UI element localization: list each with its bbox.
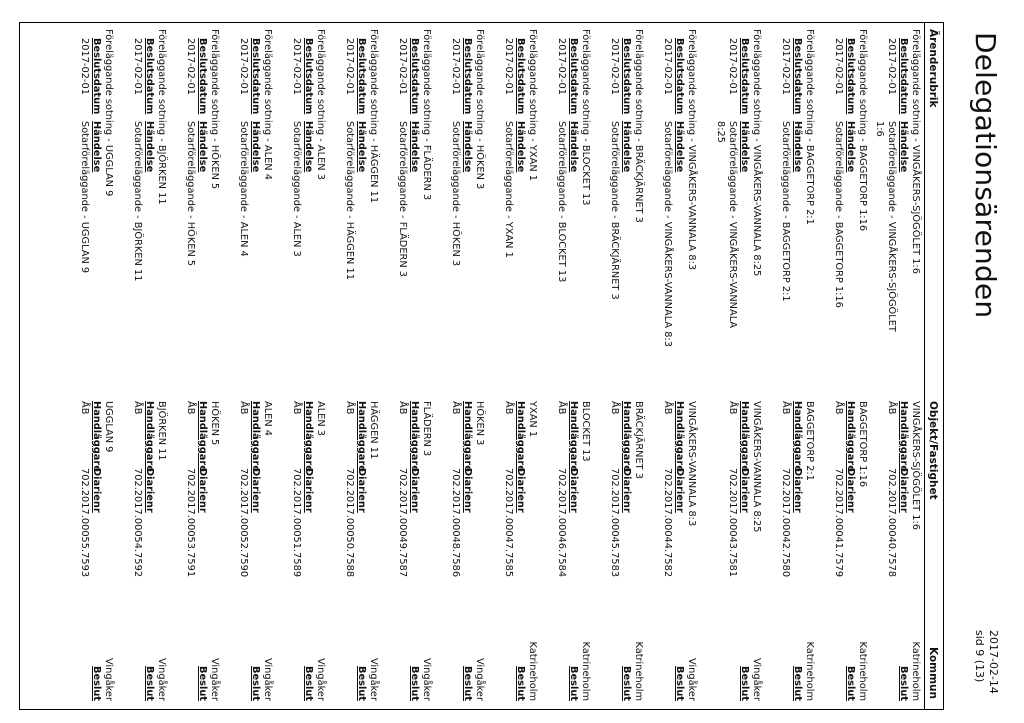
label-handlaggare: Handläggare (462, 401, 473, 472)
label-handelse: Händelse (568, 121, 579, 173)
label-handlaggare: Handläggare (356, 401, 367, 472)
entry-datum: 2017-02-01 (503, 38, 514, 95)
entry-handlaggare: ÅB (727, 401, 738, 415)
label-diarienr: Diarienr (792, 468, 803, 513)
label-handlaggare: Handläggare (144, 401, 155, 472)
label-beslut: Beslut (568, 666, 579, 701)
entry-diarienr: 702.2017.00055.7593 (79, 468, 90, 578)
entry-handelse: Sotarföreläggande - BAGGETORP 1:16 (833, 121, 844, 308)
entry-diarienr: 702.2017.00046.7584 (556, 468, 567, 578)
entry-objekt: VINGÅKERS-SJÖGÖLET 1:6 (910, 401, 921, 531)
label-beslutsdatum: Beslutsdatum (409, 38, 420, 115)
entry-objekt: BLOCKET 13 (580, 401, 591, 462)
column-header-arenderubrik: Ärenderubrik (927, 29, 939, 108)
label-handlaggare: Handläggare (845, 401, 856, 472)
label-diarienr: Diarienr (674, 468, 685, 513)
label-handlaggare: Handläggare (250, 401, 261, 472)
list-item (646, 23, 697, 709)
entry-objekt: BAGGETORP 1:16 (857, 401, 868, 488)
entry-handelse: Sotarföreläggande - ALEN 4 (238, 121, 249, 257)
label-beslut: Beslut (515, 666, 526, 701)
label-beslutsdatum: Beslutsdatum (739, 38, 750, 115)
entry-datum: 2017-02-01 (662, 38, 673, 95)
entry-handelse-cont: 8:25 (715, 121, 726, 143)
entry-diarienr: 702.2017.00043.7581 (727, 468, 738, 578)
entry-handelse: Sotarföreläggande - VINGÅKERS-VANNALA (727, 121, 738, 329)
label-handlaggare: Handläggare (621, 401, 632, 472)
label-beslut: Beslut (739, 666, 750, 701)
entry-kommun: Vingåker (156, 657, 167, 701)
list-item (275, 23, 326, 709)
label-handlaggare: Handläggare (898, 401, 909, 472)
entry-diarienr: 702.2017.00048.7586 (450, 468, 461, 578)
entry-handlaggare: ÅB (132, 401, 143, 415)
entry-kommun: Vingåker (103, 657, 114, 701)
entry-handlaggare: ÅB (833, 401, 844, 415)
entry-handlaggare: ÅB (662, 401, 673, 415)
label-beslutsdatum: Beslutsdatum (462, 38, 473, 115)
entry-kommun: Katrineholm (804, 641, 815, 701)
entry-datum: 2017-02-01 (609, 38, 620, 95)
label-diarienr: Diarienr (91, 468, 102, 513)
entry-diarienr: 702.2017.00045.7583 (609, 468, 620, 578)
entry-handelse: Sotarföreläggande - FLÄDERN 3 (397, 121, 408, 277)
label-diarienr: Diarienr (250, 468, 261, 513)
report-date: 2017-02-14 (987, 630, 1000, 694)
list-item (434, 23, 485, 709)
label-handlaggare: Handläggare (197, 401, 208, 472)
label-beslut: Beslut (462, 666, 473, 701)
entry-rubrik: Föreläggande sotning - ALEN 4 (262, 29, 273, 180)
label-handelse: Händelse (91, 121, 102, 173)
entry-rubrik: Föreläggande sotning - ALEN 3 (315, 29, 326, 180)
entry-datum: 2017-02-01 (79, 38, 90, 95)
entry-diarienr: 702.2017.00041.7579 (833, 468, 844, 578)
entry-rubrik: Föreläggande sotning - FLÄDERN 3 (421, 29, 432, 201)
label-beslut: Beslut (250, 666, 261, 701)
entry-objekt: HÖKEN 5 (209, 401, 220, 446)
entry-objekt: UGGLAN 9 (103, 401, 114, 453)
entry-handlaggare: ÅB (291, 401, 302, 415)
label-handelse: Händelse (144, 121, 155, 173)
label-beslutsdatum: Beslutsdatum (845, 38, 856, 115)
list-item (764, 23, 815, 709)
entry-handlaggare: ÅB (503, 401, 514, 415)
entry-handelse: Sotarföreläggande - BLOCKET 13 (556, 121, 567, 283)
label-handelse: Händelse (409, 121, 420, 173)
label-beslut: Beslut (792, 666, 803, 701)
entry-objekt: FLÄDERN 3 (421, 401, 432, 457)
entry-rubrik: Föreläggande sotning - BLOCKET 13 (580, 29, 591, 206)
label-beslutsdatum: Beslutsdatum (303, 38, 314, 115)
entry-kommun: Vingåker (368, 657, 379, 701)
label-beslutsdatum: Beslutsdatum (621, 38, 632, 115)
list-item (593, 23, 644, 709)
entry-handelse: Sotarföreläggande - BRÄCKJÄRNET 3 (609, 121, 620, 300)
label-diarienr: Diarienr (197, 468, 208, 513)
label-diarienr: Diarienr (462, 468, 473, 513)
entry-diarienr: 702.2017.00052.7590 (238, 468, 249, 578)
entry-diarienr: 702.2017.00051.7589 (291, 468, 302, 578)
entry-rubrik: Föreläggande sotning - YXAN 1 (527, 29, 538, 181)
entry-objekt: YXAN 1 (527, 401, 538, 438)
label-handelse: Händelse (303, 121, 314, 173)
label-beslut: Beslut (409, 666, 420, 701)
label-beslut: Beslut (621, 666, 632, 701)
label-beslutsdatum: Beslutsdatum (197, 38, 208, 115)
entry-handelse: Sotarföreläggande - HÄGGEN 11 (344, 121, 355, 280)
list-item (540, 23, 591, 709)
list-item (711, 23, 762, 709)
list-item (870, 23, 921, 709)
label-beslutsdatum: Beslutsdatum (792, 38, 803, 115)
entry-objekt: ALEN 3 (315, 401, 326, 437)
entry-rubrik: Föreläggande sotning - HÖKEN 3 (474, 29, 485, 190)
entry-objekt: HÄGGEN 11 (368, 401, 379, 460)
entry-datum: 2017-02-01 (397, 38, 408, 95)
entry-handelse: Sotarföreläggande - VINGÅKERS-SJÖGÖLET (886, 121, 897, 332)
entry-objekt: VINGÅKERS-VANNALA 8:25 (751, 401, 762, 533)
label-beslut: Beslut (845, 666, 856, 701)
label-handelse: Händelse (462, 121, 473, 173)
entry-diarienr: 702.2017.00050.7588 (344, 468, 355, 578)
list-item (817, 23, 868, 709)
label-handlaggare: Handläggare (409, 401, 420, 472)
entry-kommun: Vingåker (686, 657, 697, 701)
label-handlaggare: Handläggare (303, 401, 314, 472)
entry-datum: 2017-02-01 (886, 38, 897, 95)
list-item (169, 23, 220, 709)
entry-rubrik: Föreläggande sotning - VINGÅKERS-VANNALA 8:3 (686, 29, 697, 271)
entry-kommun: Vingåker (474, 657, 485, 701)
label-beslut: Beslut (197, 666, 208, 701)
entry-handelse: Sotarföreläggande - BJÖRKEN 11 (132, 121, 143, 282)
label-beslutsdatum: Beslutsdatum (91, 38, 102, 115)
entry-objekt: HÖKEN 3 (474, 401, 485, 446)
entry-kommun: Katrineholm (580, 641, 591, 701)
label-handelse: Händelse (515, 121, 526, 173)
entry-handelse: Sotarföreläggande - VINGÅKERS-VANNALA 8:3 (662, 121, 673, 347)
label-beslut: Beslut (303, 666, 314, 701)
label-beslutsdatum: Beslutsdatum (898, 38, 909, 115)
entry-kommun: Vingåker (421, 657, 432, 701)
label-diarienr: Diarienr (515, 468, 526, 513)
label-handlaggare: Handläggare (91, 401, 102, 472)
list-item (487, 23, 538, 709)
entry-rubrik: Föreläggande sotning - BAGGETORP 2:1 (804, 29, 815, 225)
entry-diarienr: 702.2017.00040.7578 (886, 468, 897, 578)
label-handelse: Händelse (250, 121, 261, 173)
label-handelse: Händelse (356, 121, 367, 173)
label-beslutsdatum: Beslutsdatum (250, 38, 261, 115)
list-item (116, 23, 167, 709)
entry-handelse: Sotarföreläggande - HÖKEN 5 (185, 121, 196, 267)
entry-handelse: Sotarföreläggande - BAGGETORP 2:1 (780, 121, 791, 302)
label-diarienr: Diarienr (144, 468, 155, 513)
entry-datum: 2017-02-01 (780, 38, 791, 95)
entry-datum: 2017-02-01 (185, 38, 196, 95)
entry-rubrik: Föreläggande sotning - BRÄCKJÄRNET 3 (633, 29, 644, 223)
list-item (328, 23, 379, 709)
column-header-objekt: Objekt/Fastighet (927, 401, 939, 500)
page-meta (972, 630, 1000, 694)
label-beslut: Beslut (91, 666, 102, 701)
entry-datum: 2017-02-01 (833, 38, 844, 95)
entry-kommun: Katrineholm (857, 641, 868, 701)
entry-handlaggare: ÅB (450, 401, 461, 415)
label-handlaggare: Handläggare (568, 401, 579, 472)
entry-diarienr: 702.2017.00049.7587 (397, 468, 408, 578)
label-beslutsdatum: Beslutsdatum (356, 38, 367, 115)
entry-datum: 2017-02-01 (291, 38, 302, 95)
label-handlaggare: Handläggare (515, 401, 526, 472)
label-handlaggare: Handläggare (792, 401, 803, 472)
entry-rubrik: Föreläggande sotning - VINGÅKERS-SJÖGÖLET 1:6 (910, 29, 921, 274)
entry-rubrik: Föreläggande sotning - HÖKEN 5 (209, 29, 220, 190)
label-handlaggare: Handläggare (674, 401, 685, 472)
entry-kommun: Vingåker (209, 657, 220, 701)
entry-objekt: BJÖRKEN 11 (156, 401, 167, 461)
entry-handlaggare: ÅB (886, 401, 897, 415)
label-handlaggare: Handläggare (739, 401, 750, 472)
label-diarienr: Diarienr (409, 468, 420, 513)
entry-handelse: Sotarföreläggande - HÖKEN 3 (450, 121, 461, 267)
entry-kommun: Katrineholm (527, 641, 538, 701)
entry-rubrik: Föreläggande sotning - UGGLAN 9 (103, 29, 114, 197)
label-handelse: Händelse (792, 121, 803, 173)
label-handelse: Händelse (621, 121, 632, 173)
entry-handelse: Sotarföreläggande - YXAN 1 (503, 121, 514, 258)
entry-diarienr: 702.2017.00044.7582 (662, 468, 673, 578)
entry-objekt: VINGÅKERS-VANNALA 8:3 (686, 401, 697, 527)
entry-handlaggare: ÅB (344, 401, 355, 415)
header-divider (924, 23, 925, 709)
entry-datum: 2017-02-01 (727, 38, 738, 95)
label-handelse: Händelse (898, 121, 909, 173)
entry-diarienr: 702.2017.00054.7592 (132, 468, 143, 578)
label-diarienr: Diarienr (898, 468, 909, 513)
entry-handlaggare: ÅB (397, 401, 408, 415)
label-diarienr: Diarienr (621, 468, 632, 513)
label-diarienr: Diarienr (845, 468, 856, 513)
list-item (63, 23, 114, 709)
entry-diarienr: 702.2017.00042.7580 (780, 468, 791, 578)
entry-handlaggare: ÅB (780, 401, 791, 415)
entry-rubrik: Föreläggande sotning - BAGGETORP 1:16 (857, 29, 868, 232)
label-beslutsdatum: Beslutsdatum (515, 38, 526, 115)
label-beslutsdatum: Beslutsdatum (674, 38, 685, 115)
page-title: Delegationsärenden (969, 32, 1002, 319)
label-diarienr: Diarienr (303, 468, 314, 513)
label-diarienr: Diarienr (739, 468, 750, 513)
entry-datum: 2017-02-01 (238, 38, 249, 95)
label-diarienr: Diarienr (356, 468, 367, 513)
entry-rubrik: Föreläggande sotning - VINGÅKERS-VANNALA 8:25 (751, 29, 762, 277)
label-handelse: Händelse (674, 121, 685, 173)
list-item (381, 23, 432, 709)
entry-diarienr: 702.2017.00047.7585 (503, 468, 514, 578)
label-beslut: Beslut (144, 666, 155, 701)
label-beslut: Beslut (898, 666, 909, 701)
entry-objekt: BRÄCKJÄRNET 3 (633, 401, 644, 480)
entry-datum: 2017-02-01 (344, 38, 355, 95)
entry-handlaggare: ÅB (609, 401, 620, 415)
label-beslutsdatum: Beslutsdatum (568, 38, 579, 115)
entry-kommun: Katrineholm (910, 641, 921, 701)
entry-rubrik: Föreläggande sotning - HÄGGEN 11 (368, 29, 379, 204)
page-number: sid 9 (13) (973, 630, 986, 683)
entry-kommun: Vingåker (315, 657, 326, 701)
entry-objekt: BAGGETORP 2:1 (804, 401, 815, 481)
label-beslut: Beslut (356, 666, 367, 701)
entry-datum: 2017-02-01 (132, 38, 143, 95)
entry-datum: 2017-02-01 (556, 38, 567, 95)
entry-objekt: ALEN 4 (262, 401, 273, 437)
list-item (222, 23, 273, 709)
label-beslutsdatum: Beslutsdatum (144, 38, 155, 115)
label-diarienr: Diarienr (568, 468, 579, 513)
label-handelse: Händelse (845, 121, 856, 173)
entry-handlaggare: ÅB (185, 401, 196, 415)
label-handelse: Händelse (739, 121, 750, 173)
entry-handelse-cont: 1:6 (874, 121, 885, 137)
label-handelse: Händelse (197, 121, 208, 173)
entry-handelse: Sotarföreläggande - UGGLAN 9 (79, 121, 90, 274)
entry-kommun: Vingåker (751, 657, 762, 701)
entry-kommun: Vingåker (262, 657, 273, 701)
column-header-kommun: Kommun (927, 647, 939, 699)
table-frame (19, 22, 944, 710)
entry-kommun: Katrineholm (633, 641, 644, 701)
entry-datum: 2017-02-01 (450, 38, 461, 95)
entry-handlaggare: ÅB (238, 401, 249, 415)
entry-handlaggare: ÅB (79, 401, 90, 415)
entry-diarienr: 702.2017.00053.7591 (185, 468, 196, 578)
label-beslut: Beslut (674, 666, 685, 701)
entry-rubrik: Föreläggande sotning - BJÖRKEN 11 (156, 29, 167, 205)
entry-handlaggare: ÅB (556, 401, 567, 415)
entry-handelse: Sotarföreläggande - ALEN 3 (291, 121, 302, 257)
